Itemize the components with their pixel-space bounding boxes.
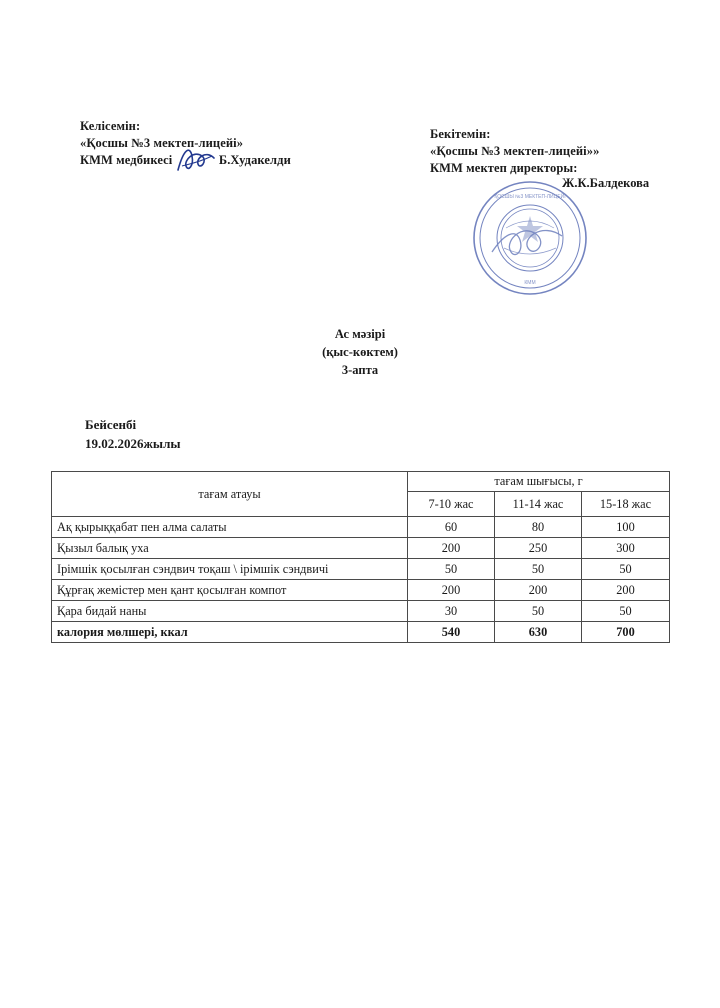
dish-value-7-10: 50 <box>408 559 495 580</box>
table-row <box>52 559 670 580</box>
total-label: калория мөлшері, ккал <box>52 622 408 643</box>
dish-value-11-14: 80 <box>495 517 582 538</box>
approval-left-role: КММ медбикесі <box>80 153 173 167</box>
svg-text:ҚОСШЫ №3 МЕКТЕП-ЛИЦЕЙІ: ҚОСШЫ №3 МЕКТЕП-ЛИЦЕЙІ <box>494 194 566 200</box>
header-age-11-14: 11-14 жас <box>495 492 582 517</box>
approval-right-person: Ж.К.Балдекова <box>562 176 650 190</box>
dish-value-7-10: 30 <box>408 601 495 622</box>
dish-value-15-18: 200 <box>582 580 670 601</box>
dish-name: Қызыл балық уха <box>52 538 408 559</box>
table-row <box>52 538 670 559</box>
table-total-row <box>52 622 670 643</box>
official-stamp-icon <box>470 178 590 298</box>
approval-left-org: «Қосшы №3 мектеп-лицейі» <box>80 136 244 150</box>
table-row <box>52 580 670 601</box>
dish-value-15-18: 100 <box>582 517 670 538</box>
dish-name: Қара бидай наны <box>52 601 408 622</box>
day-date: 19.02.2026жылы <box>85 436 181 451</box>
approval-left <box>80 118 410 169</box>
approval-left-person: Б.Худакелди <box>218 153 291 167</box>
menu-table <box>51 471 670 643</box>
approvals-block <box>0 118 720 198</box>
total-value-11-14: 630 <box>495 622 582 643</box>
menu-title-line2: (қыс-көктем) <box>322 345 398 359</box>
header-age-15-18: 15-18 жас <box>582 492 670 517</box>
menu-table-wrapper <box>51 471 669 643</box>
approval-right-org: «Қосшы №3 мектеп-лицейі»» <box>430 144 600 158</box>
dish-value-7-10: 200 <box>408 580 495 601</box>
dish-value-15-18: 50 <box>582 601 670 622</box>
approval-left-label: Келісемін: <box>80 119 141 133</box>
dish-value-11-14: 50 <box>495 559 582 580</box>
dish-value-11-14: 50 <box>495 601 582 622</box>
dish-name: Ірімшік қосылған сэндвич тоқаш \ ірімшік сэндвичі <box>52 559 408 580</box>
day-block <box>85 415 181 453</box>
day-name: Бейсенбі <box>85 417 137 432</box>
header-output: тағам шығысы, г <box>408 472 670 492</box>
dish-value-7-10: 60 <box>408 517 495 538</box>
signature-icon <box>176 154 216 168</box>
dish-value-15-18: 300 <box>582 538 670 559</box>
dish-value-11-14: 200 <box>495 580 582 601</box>
approval-right-role: КММ мектеп директоры: <box>430 161 578 175</box>
table-row <box>52 517 670 538</box>
dish-value-11-14: 250 <box>495 538 582 559</box>
menu-title-line3: 3-апта <box>341 363 379 377</box>
header-dish-name: тағам атауы <box>52 472 408 517</box>
menu-title <box>0 325 720 379</box>
total-value-7-10: 540 <box>408 622 495 643</box>
svg-text:КММ: КММ <box>524 280 536 286</box>
approval-right-label: Бекітемін: <box>430 127 491 141</box>
approval-right <box>430 126 710 190</box>
table-row <box>52 601 670 622</box>
header-age-7-10: 7-10 жас <box>408 492 495 517</box>
dish-name: Ақ қырыққабат пен алма салаты <box>52 517 408 538</box>
menu-title-line1: Ас мәзірі <box>334 327 386 341</box>
dish-name: Құрғақ жемістер мен қант қосылған компот <box>52 580 408 601</box>
table-header-row-1 <box>52 472 670 492</box>
dish-value-15-18: 50 <box>582 559 670 580</box>
total-value-15-18: 700 <box>582 622 670 643</box>
dish-value-7-10: 200 <box>408 538 495 559</box>
approval-left-signature-row <box>80 152 410 169</box>
